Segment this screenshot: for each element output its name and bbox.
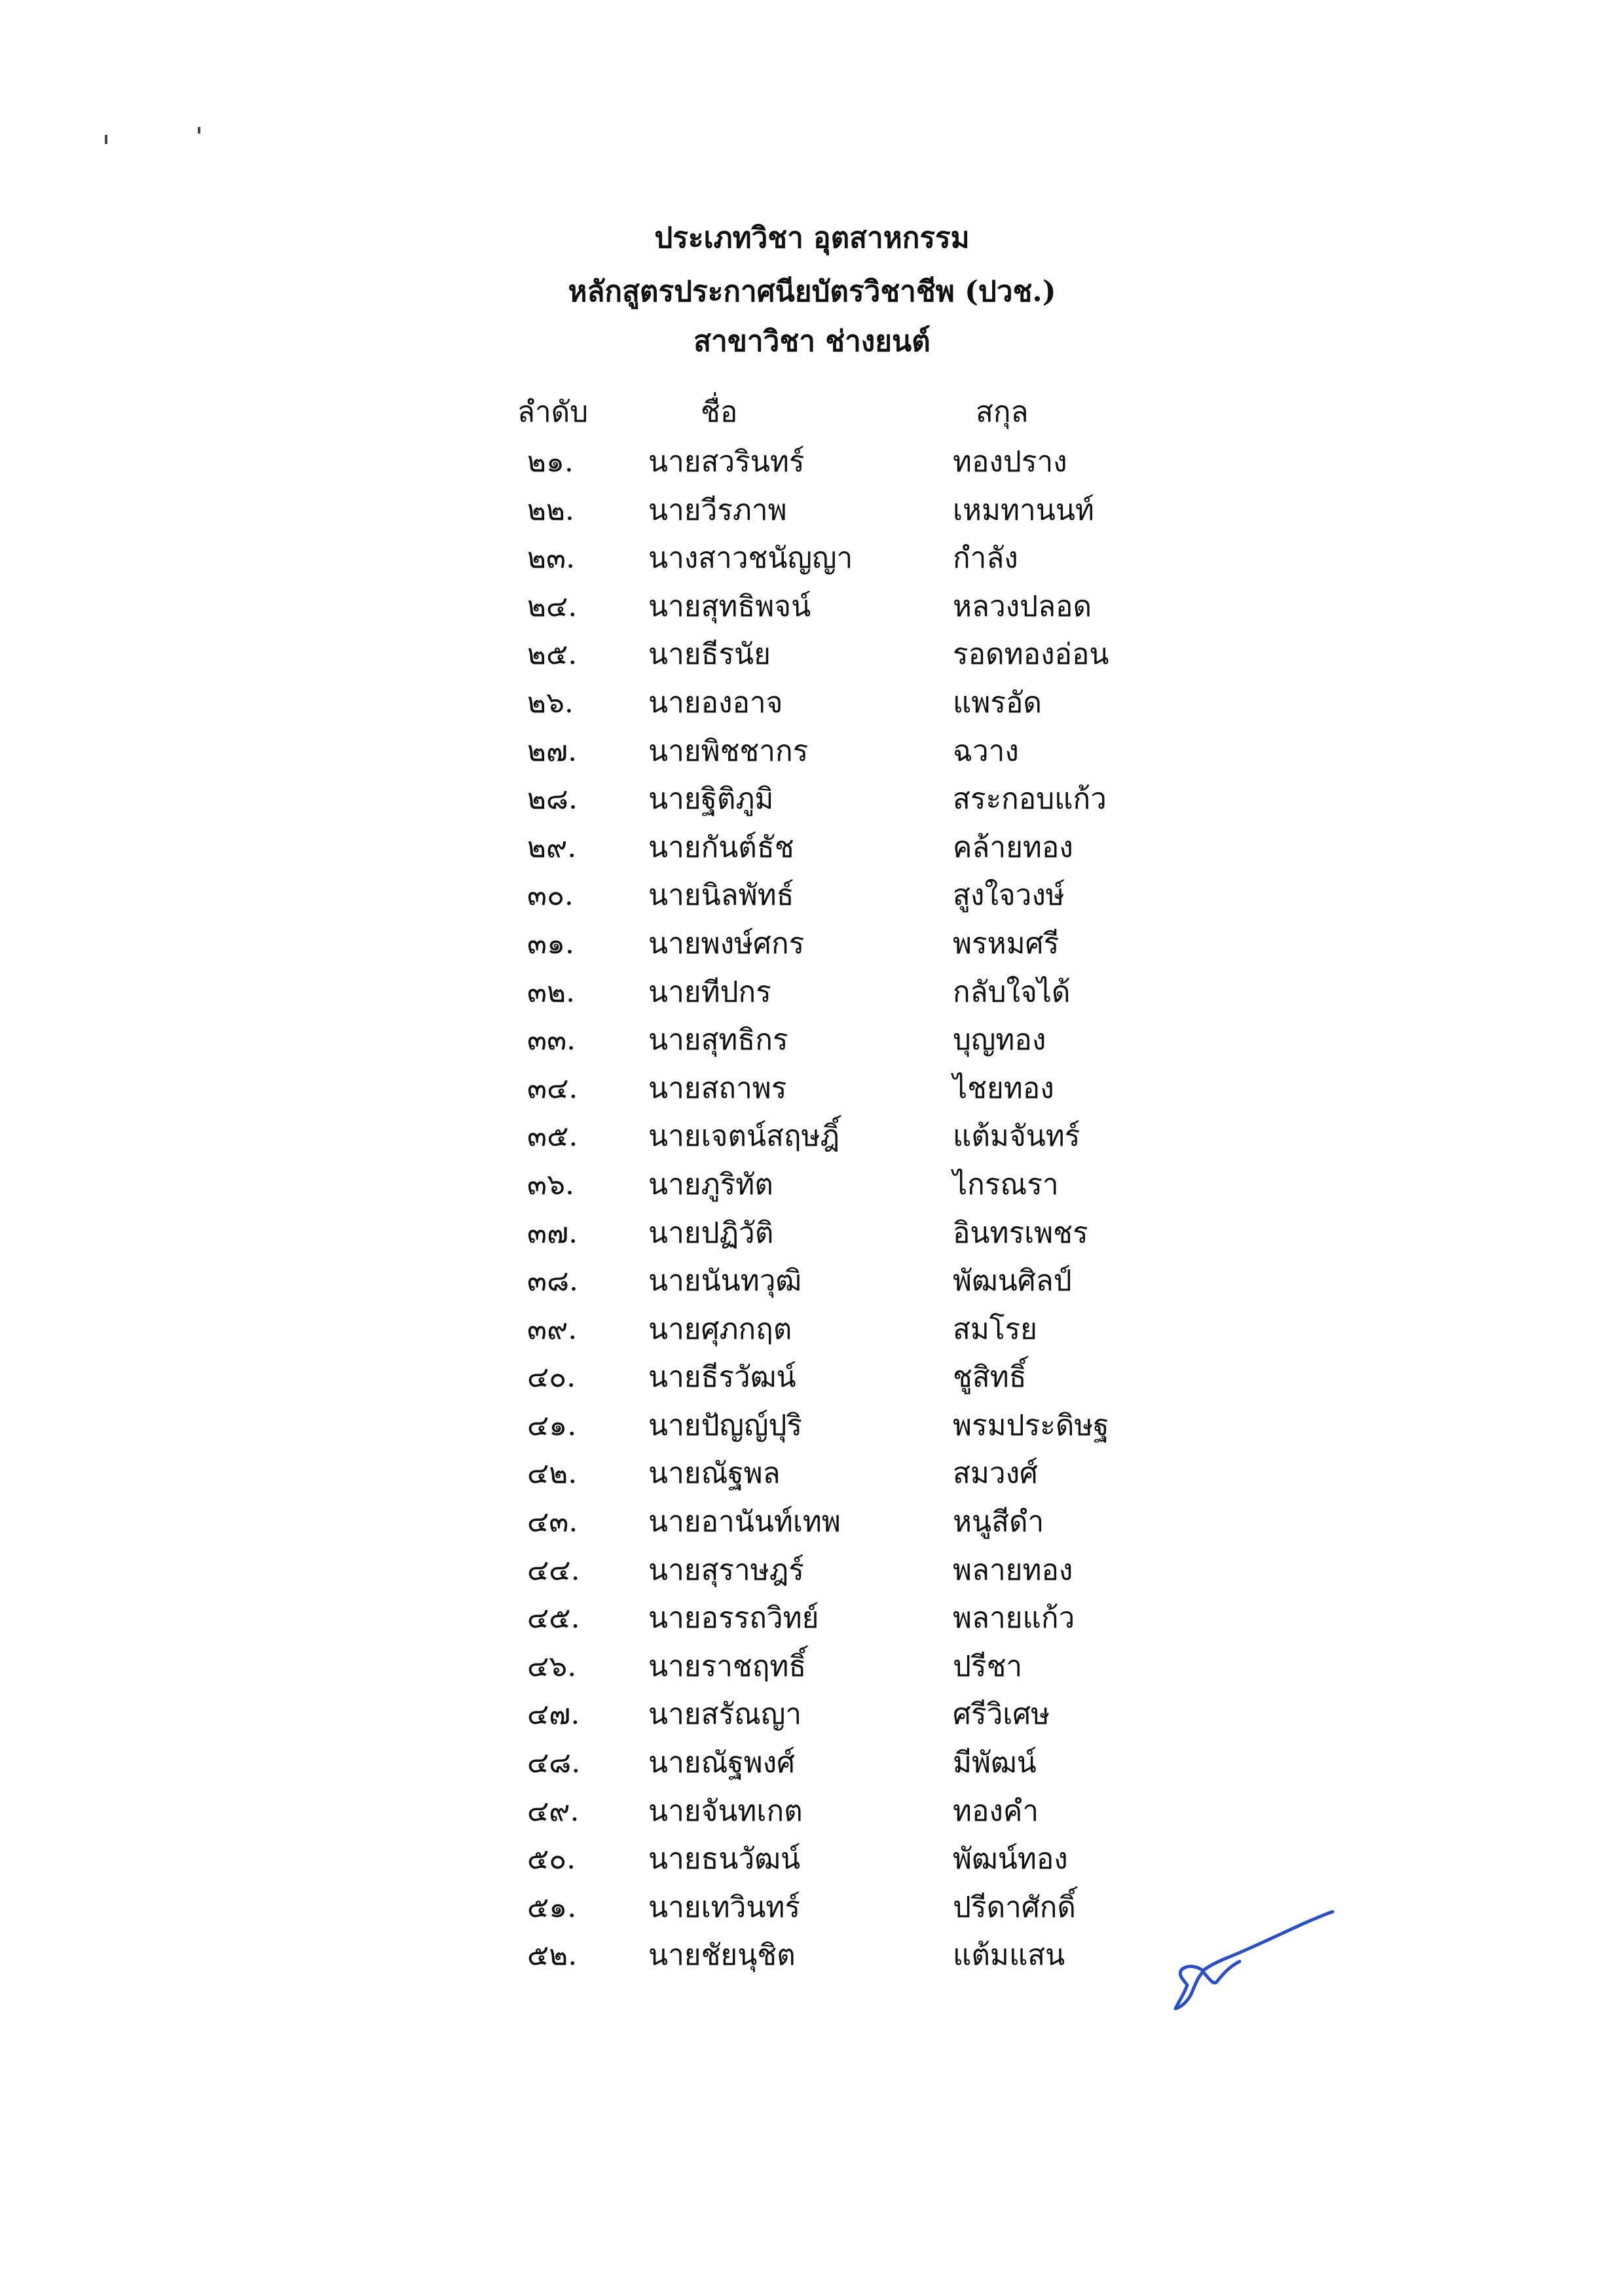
list-item <box>0 830 1624 882</box>
row-surname: ปรีดาศักดิ์ <box>953 1890 1076 1924</box>
row-surname: พรมประดิษฐ <box>953 1408 1109 1442</box>
row-order: ๔๖. <box>527 1649 577 1683</box>
row-surname: คล้ายทอง <box>953 830 1073 864</box>
row-surname: สระกอบแก้ว <box>953 782 1107 816</box>
row-surname: หลวงปลอด <box>953 589 1092 623</box>
row-surname: ไชยทอง <box>953 1071 1054 1105</box>
row-surname: แต้มจันทร์ <box>953 1120 1080 1154</box>
column-header-surname: สกุล <box>976 395 1029 429</box>
row-surname: อินทรเพชร <box>953 1216 1088 1250</box>
row-name: นายสรัณญา <box>648 1698 802 1732</box>
row-surname: เหมทานนท์ <box>953 493 1094 527</box>
row-name: นายเทวินทร์ <box>648 1890 801 1924</box>
row-order: ๒๖. <box>527 685 574 720</box>
list-item <box>0 1167 1624 1219</box>
row-order: ๓๓. <box>527 1023 576 1057</box>
row-order: ๒๔. <box>527 589 578 623</box>
row-order: ๓๖. <box>527 1167 574 1201</box>
list-item <box>0 445 1624 496</box>
list-item <box>0 1023 1624 1074</box>
row-surname: แต้มแสน <box>953 1939 1065 1973</box>
row-name: นายวีรภาพ <box>648 493 787 527</box>
row-name: นายปฏิวัติ <box>648 1216 774 1250</box>
row-name: นายสุทธิพจน์ <box>648 589 811 623</box>
row-surname: มีพัฒน์ <box>953 1746 1037 1780</box>
row-order: ๒๕. <box>527 638 578 672</box>
row-order: ๔๗. <box>527 1698 580 1732</box>
row-name: นายณัฐพงศ์ <box>648 1746 796 1780</box>
list-item <box>0 782 1624 833</box>
row-surname: แพรอัด <box>953 685 1042 720</box>
list-item <box>0 1794 1624 1846</box>
list-item <box>0 493 1624 545</box>
row-order: ๓๕. <box>527 1120 578 1154</box>
header-category: ประเภทวิชา อุตสาหกรรม <box>654 221 970 255</box>
row-name: นายกันต์ธัช <box>648 830 794 864</box>
row-surname: รอดทองอ่อน <box>953 638 1109 672</box>
row-name: นายชัยนุชิต <box>648 1939 796 1973</box>
row-order: ๓๐. <box>527 879 574 913</box>
list-item <box>0 1408 1624 1460</box>
header-major: สาขาวิชา ช่างยนต์ <box>693 325 931 358</box>
list-item <box>0 975 1624 1027</box>
row-order: ๕๐. <box>527 1842 576 1876</box>
list-item <box>0 881 1624 930</box>
list-item <box>0 926 1624 978</box>
row-surname: หนูสีดำ <box>953 1505 1044 1539</box>
list-item <box>0 1459 1624 1508</box>
row-order: ๓๔. <box>527 1071 578 1105</box>
list-item <box>0 1216 1624 1267</box>
list-item <box>0 1071 1624 1123</box>
list-item <box>0 1649 1624 1701</box>
row-order: ๓๘. <box>527 1264 579 1298</box>
row-surname: ฉวาง <box>953 734 1019 768</box>
row-name: นายองอาจ <box>648 685 783 720</box>
list-item <box>0 1746 1624 1797</box>
row-order: ๒๗. <box>527 734 578 768</box>
row-name: นายฐิติภูมิ <box>648 782 774 816</box>
row-name: นายพิชชากร <box>648 734 809 768</box>
scan-mark <box>105 135 107 144</box>
column-header-order: ลำดับ <box>517 395 589 429</box>
row-name: นายณัฐพล <box>648 1457 781 1491</box>
row-order: ๓๑. <box>527 926 574 960</box>
list-item <box>0 1360 1624 1412</box>
row-name: นายพงษ์ศกร <box>648 926 805 960</box>
row-order: ๓๙. <box>527 1312 578 1346</box>
row-surname: สมโรย <box>953 1312 1037 1346</box>
scan-mark <box>198 127 200 134</box>
signature-icon <box>1169 1904 1352 2035</box>
list-item <box>0 1553 1624 1605</box>
row-order: ๒๑. <box>527 445 574 479</box>
row-surname: กลับใจได้ <box>953 975 1071 1009</box>
row-order: ๔๕. <box>527 1601 580 1635</box>
row-name: นายอานันท์เทพ <box>648 1505 841 1539</box>
list-item <box>0 1505 1624 1556</box>
row-order: ๔๙. <box>527 1794 580 1828</box>
row-order: ๔๒. <box>527 1457 578 1491</box>
list-item <box>0 541 1624 592</box>
row-name: นายนันทวุฒิ <box>648 1264 802 1298</box>
header-curriculum: หลักสูตรประกาศนียบัตรวิชาชีพ (ปวช.) <box>568 275 1056 308</box>
student-list <box>0 445 1624 1990</box>
row-surname: บุญทอง <box>953 1023 1046 1057</box>
row-name: นายธีรวัฒน์ <box>648 1360 796 1394</box>
row-surname: ไกรณรา <box>953 1167 1059 1201</box>
list-item <box>0 685 1624 737</box>
row-surname: ทองปราง <box>953 445 1067 479</box>
row-name: นายสวรินทร์ <box>648 445 805 479</box>
list-item <box>0 1601 1624 1652</box>
row-order: ๕๒. <box>527 1939 578 1973</box>
row-order: ๒๘. <box>527 782 578 816</box>
row-name: นายจันทเกต <box>648 1794 803 1828</box>
row-name: นายสุราษฎร์ <box>648 1553 804 1587</box>
row-surname: พัฒน์ทอง <box>953 1842 1068 1876</box>
row-name: นายราชฤทธิ์ <box>648 1649 807 1683</box>
row-name: นายปัญญ์ปุริ <box>648 1408 803 1442</box>
row-order: ๓๗. <box>527 1216 578 1250</box>
row-order: ๔๓. <box>527 1505 578 1539</box>
row-name: นางสาวชนัญญา <box>648 541 853 575</box>
row-name: นายภูริทัต <box>648 1167 773 1201</box>
list-item <box>0 589 1624 641</box>
list-item <box>0 640 1624 689</box>
row-order: ๕๑. <box>527 1890 577 1924</box>
row-name: นายทีปกร <box>648 975 771 1009</box>
row-name: นายธนวัฒน์ <box>648 1842 801 1876</box>
list-item <box>0 1312 1624 1364</box>
row-surname: ชูสิทธิ์ <box>953 1360 1027 1394</box>
row-name: นายธีรนัย <box>648 638 771 672</box>
row-surname: พรหมศรี <box>953 926 1060 960</box>
row-surname: สมวงศ์ <box>953 1457 1038 1491</box>
row-surname: พลายทอง <box>953 1553 1073 1587</box>
row-surname: พัฒนศิลป์ <box>953 1264 1072 1298</box>
row-name: นายสุทธิกร <box>648 1023 788 1057</box>
row-order: ๔๘. <box>527 1746 581 1780</box>
row-name: นายนิลพัทธ์ <box>648 879 794 913</box>
row-order: ๓๒. <box>527 975 576 1009</box>
list-item <box>0 1890 1624 1942</box>
row-surname: สูงใจวงษ์ <box>953 879 1065 913</box>
row-order: ๒๓. <box>527 541 576 575</box>
column-header-name: ชื่อ <box>701 395 738 429</box>
row-order: ๔๑. <box>527 1408 577 1442</box>
list-item <box>0 1700 1624 1749</box>
row-surname: ทองคำ <box>953 1794 1039 1828</box>
row-name: นายอรรถวิทย์ <box>648 1601 819 1635</box>
list-item <box>0 734 1624 786</box>
row-name: นายเจตน์สฤษฎิ์ <box>648 1120 840 1154</box>
list-item <box>0 1122 1624 1171</box>
list-item <box>0 1941 1624 1990</box>
list-item <box>0 1264 1624 1315</box>
row-order: ๒๒. <box>527 493 574 527</box>
list-item <box>0 1842 1624 1893</box>
row-surname: พลายแก้ว <box>953 1601 1075 1635</box>
row-order: ๒๙. <box>527 830 577 864</box>
row-surname: ปรีชา <box>953 1649 1023 1683</box>
row-surname: ศรีวิเศษ <box>953 1698 1050 1732</box>
row-name: นายศุภกฤต <box>648 1312 792 1346</box>
row-name: นายสถาพร <box>648 1071 787 1105</box>
row-surname: กำลัง <box>953 541 1018 575</box>
row-order: ๔๔. <box>527 1553 580 1587</box>
row-order: ๔๐. <box>527 1360 576 1394</box>
